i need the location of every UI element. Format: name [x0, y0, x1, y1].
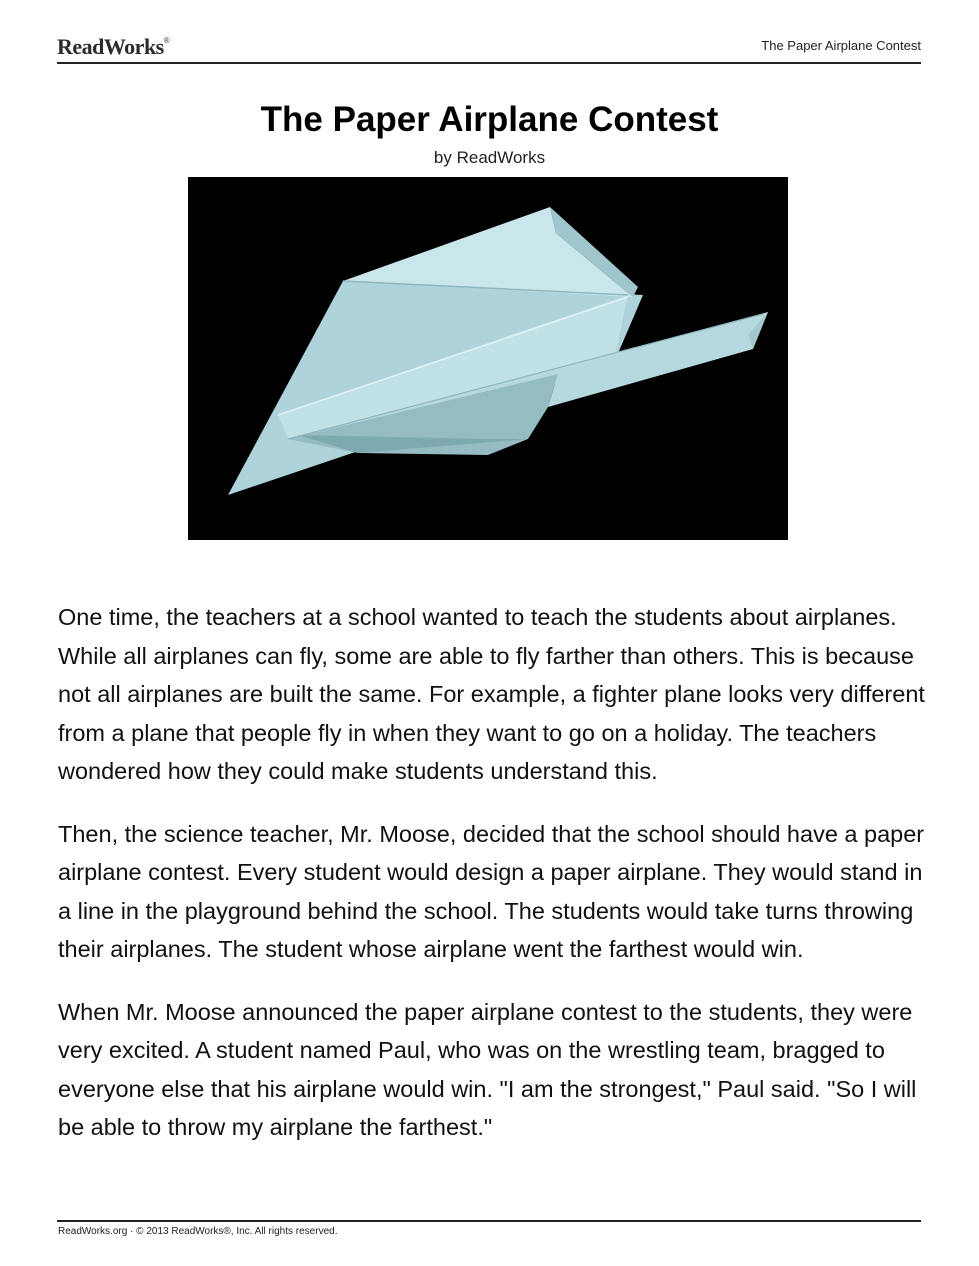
paragraph-2: Then, the science teacher, Mr. Moose, decided that the school should have a paper airplane contest. Every student would design a paper airplane. They would stand in a line in the playground behind the school. The students would take turns throwing their airplanes. The student whose airplane went the farthest would win. [58, 820, 925, 962]
logo-registered-mark: ® [163, 36, 170, 45]
footer-divider [57, 1220, 921, 1222]
footer-copyright: ReadWorks.org · © 2013 ReadWorks®, Inc. All rights reserved. [58, 1226, 338, 1237]
article-title: The Paper Airplane Contest [260, 100, 719, 139]
article-body [58, 598, 928, 1171]
paragraph-1: One time, the teachers at a school wanted to teach the students about airplanes. While all airplanes can fly, some are able to fly farther than others. This is because not all airplanes are built the same. For example, a fighter plane looks very different from a plane that people fly in when they want to go on a holiday. The teachers wondered how they could make students understand this. [58, 604, 925, 784]
page-header [57, 30, 921, 64]
readworks-logo [57, 34, 169, 60]
paragraph-3: When Mr. Moose announced the paper airplane contest to the students, they were very excited. A student named Paul, who was on the wrestling team, bragged to everyone else that his airplane would win. "I am the strongest," Paul said. "So I will be able to throw my airplane the farthest." [58, 998, 917, 1140]
article-byline: by ReadWorks [433, 148, 546, 167]
paper-airplane-illustration [188, 177, 788, 540]
logo-text: ReadWorks [57, 34, 164, 59]
running-title: The Paper Airplane Contest [761, 38, 921, 53]
paper-airplane-photo [188, 177, 788, 540]
